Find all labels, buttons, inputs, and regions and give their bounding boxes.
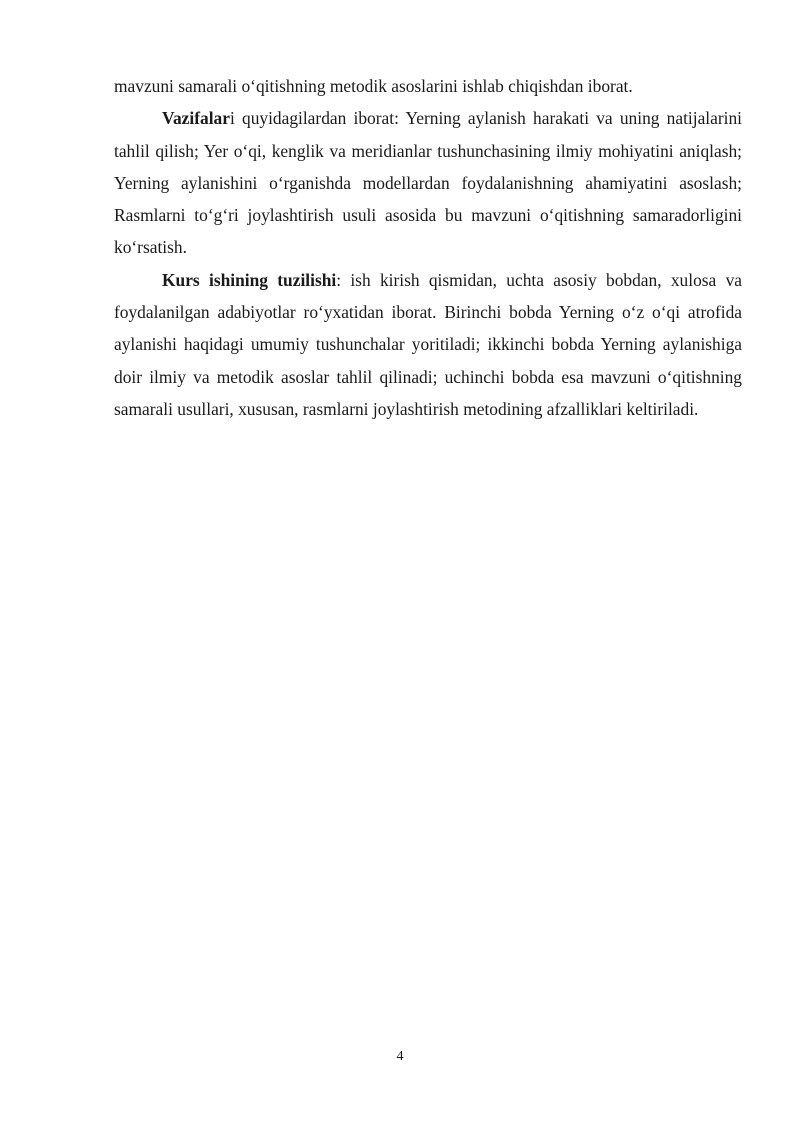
paragraph-1-text: mavzuni samarali o‘qitishning metodik asoslarini ishlab chiqishdan iborat. [114,76,633,96]
paragraph-continuation [114,70,742,102]
structure-text: : ish kirish qismidan, uchta asosiy bobdan, xulosa va foydalanilgan adabiyotlar ro‘yxatidan iborat. Birinchi bobda Yerning o‘z o‘qi atrofida aylanishi haqidagi umumiy tushunchalar yoritiladi; ikkinchi bobda Yerning aylanishiga doir ilmiy va metodik asoslar tahlil qilinadi; uchinchi bobda esa mavzuni o‘qitishning samarali usullari, xususan, rasmlarni joylashtirish metodining afzalliklari keltiriladi. [114,269,742,419]
paragraph-tasks [114,102,742,263]
tasks-text: quyidagilardan iborat: Yerning aylanish harakati va uning natijalarini tahlil qilish; Yer o‘qi, kenglik va meridianlar tushunchasining ilmiy mohiyatini aniqlash; Yerning aylanishini o‘rganishda modellardan foydalanishning ahamiyatini asoslash; Rasmlarni to‘g‘ri joylashtirish usuli asosida bu mavzuni o‘qitishning samaradorligini ko‘rsatish. [114,108,742,258]
paragraph-structure [114,264,742,425]
page-number: 4 [396,1049,404,1064]
tasks-heading: Vazifalar [162,108,230,129]
structure-heading: Kurs ishining tuzilishi [162,269,337,290]
tasks-heading-suffix: i [229,108,235,129]
body-text [114,70,742,425]
